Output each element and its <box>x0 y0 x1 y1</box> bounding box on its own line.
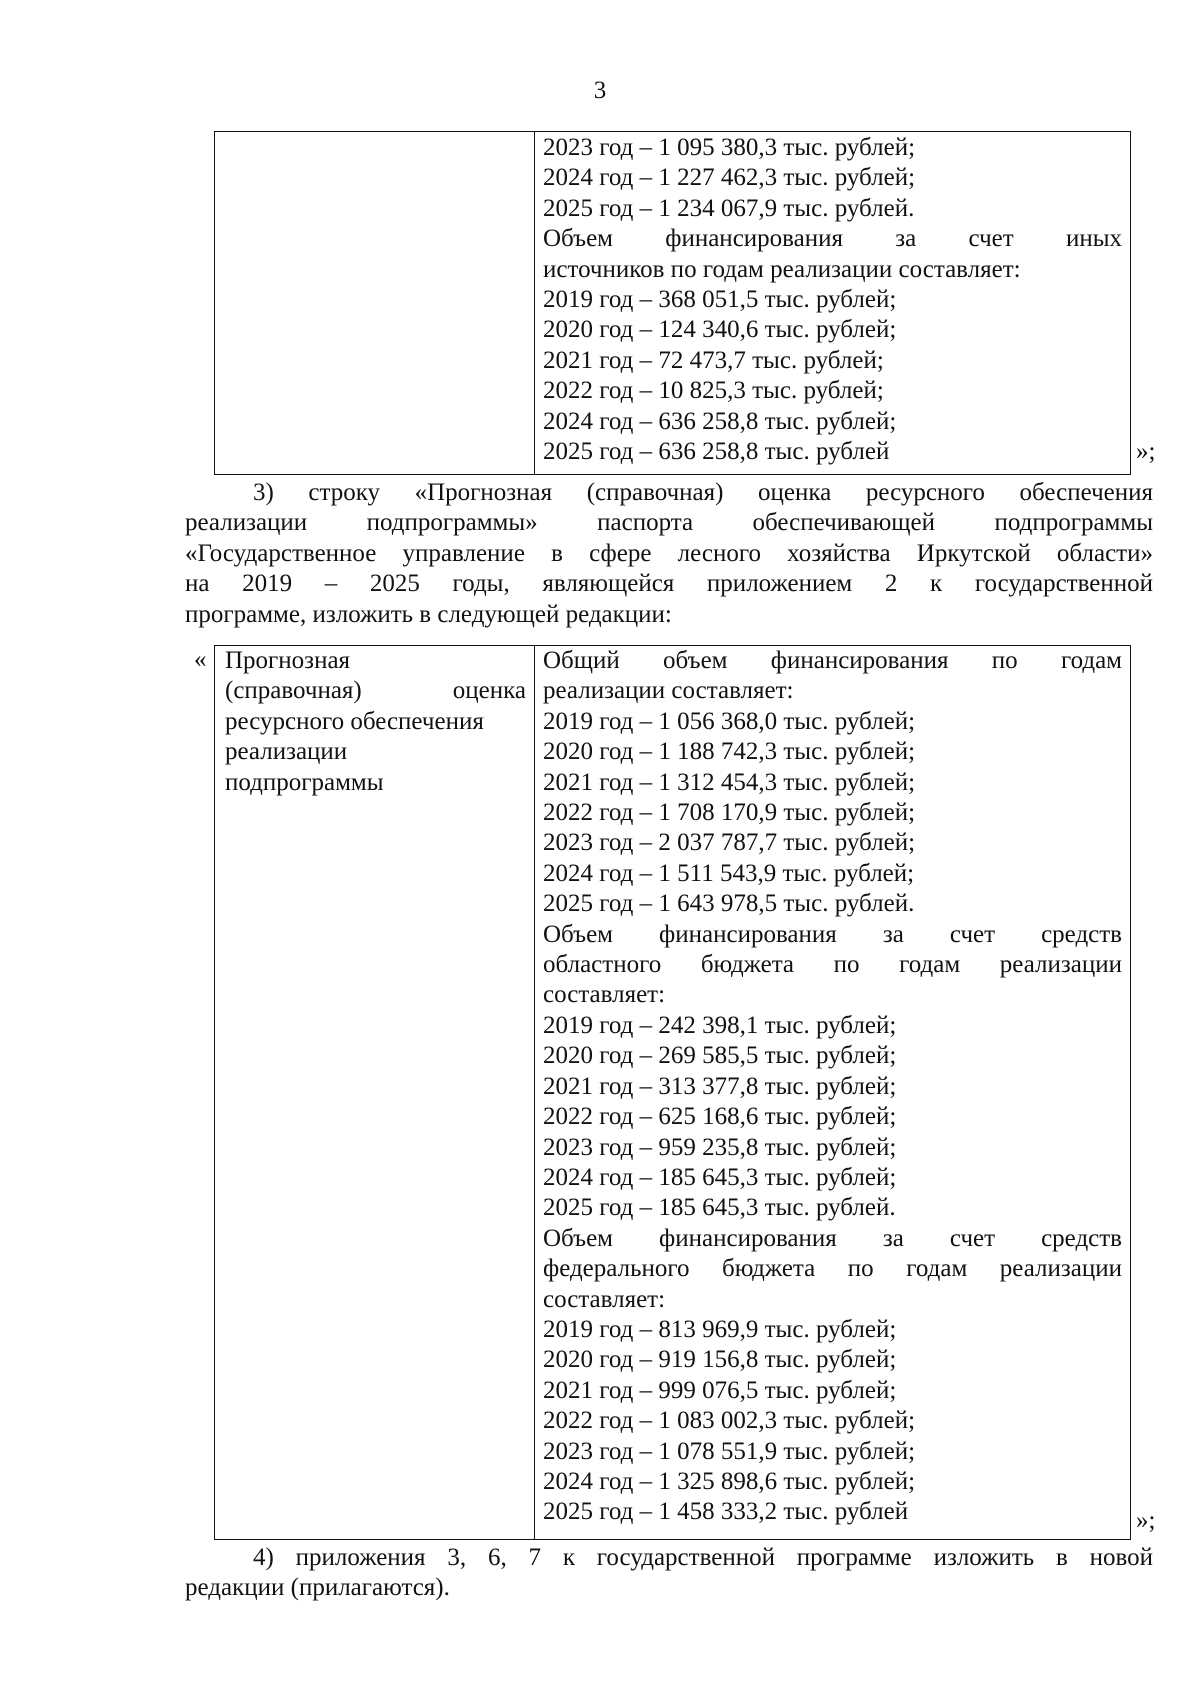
table2-line: 2025 год – 1 643 978,5 тыс. рублей. <box>543 890 915 918</box>
table2-line: 2024 год – 1 325 898,6 тыс. рублей; <box>543 1467 916 1495</box>
table2-line: 2025 год – 1 458 333,2 тыс. рублей <box>543 1498 909 1526</box>
table1-left-cell <box>215 132 535 474</box>
table1-line: 2020 год – 124 340,6 тыс. рублей; <box>543 316 897 344</box>
table2-left-line: (справочная) оценка <box>225 677 526 705</box>
table2-right-cell <box>533 646 1130 1539</box>
table2-line: 2022 год – 1 708 170,9 тыс. рублей; <box>543 799 916 827</box>
table2-line: федерального бюджета по годам реализации <box>543 1255 1122 1283</box>
table1-right-cell <box>533 132 1130 474</box>
table2-line: 2023 год – 1 078 551,9 тыс. рублей; <box>543 1437 916 1465</box>
table1-line: источников по годам реализации составляет: <box>543 255 1021 283</box>
paragraph-3-line: «Государственное управление в сфере лесного хозяйства Иркутской области» <box>185 539 1153 567</box>
table2-line: 2019 год – 813 969,9 тыс. рублей; <box>543 1315 897 1343</box>
table1-line: 2025 год – 636 258,8 тыс. рублей <box>543 438 890 466</box>
table1-line: Объем финансирования за счет иных <box>543 225 1122 253</box>
table1-line: 2023 год – 1 095 380,3 тыс. рублей; <box>543 134 916 161</box>
table2-line: 2021 год – 1 312 454,3 тыс. рублей; <box>543 768 916 796</box>
paragraph-3-line: программе, изложить в следующей редакции: <box>185 600 672 628</box>
table1-line: 2024 год – 636 258,8 тыс. рублей; <box>543 407 897 435</box>
paragraph-3-line: 3) строку «Прогнозная (справочная) оценка ресурсного обеспечения <box>253 479 1153 506</box>
table2-line: Объем финансирования за счет средств <box>543 1224 1122 1252</box>
table2-line: 2024 год – 1 511 543,9 тыс. рублей; <box>543 859 915 887</box>
table2-line: 2022 год – 1 083 002,3 тыс. рублей; <box>543 1407 916 1435</box>
table2-left-line: подпрограммы <box>225 768 384 796</box>
table1-line: 2025 год – 1 234 067,9 тыс. рублей. <box>543 194 915 222</box>
paragraph-4-line: редакции (прилагаются). <box>185 1574 450 1602</box>
table2-closing-quote: »; <box>1136 1507 1156 1534</box>
table2-line: 2020 год – 919 156,8 тыс. рублей; <box>543 1346 897 1374</box>
table2-line: 2020 год – 1 188 742,3 тыс. рублей; <box>543 738 916 766</box>
table2-line: 2021 год – 999 076,5 тыс. рублей; <box>543 1376 897 1404</box>
paragraph-4 <box>185 1543 1153 1604</box>
table2-left-line: ресурсного обеспечения <box>225 707 484 735</box>
table2-line: областного бюджета по годам реализации <box>543 951 1122 979</box>
table2-line: 2022 год – 625 168,6 тыс. рублей; <box>543 1103 897 1131</box>
paragraph-3 <box>185 478 1153 630</box>
resource-provision-table <box>214 645 1131 1540</box>
paragraph-3-line: на 2019 – 2025 годы, являющейся приложением 2 к государственной <box>185 570 1153 598</box>
table2-line: реализации составляет: <box>543 677 794 705</box>
table2-left-cell <box>215 646 535 1539</box>
table2-line: 2019 год – 242 398,1 тыс. рублей; <box>543 1011 897 1039</box>
table2-line: 2023 год – 2 037 787,7 тыс. рублей; <box>543 829 916 857</box>
table1-closing-quote: »; <box>1136 438 1156 465</box>
table2-line: Объем финансирования за счет средств <box>543 920 1122 948</box>
table2-left-line: Прогнозная <box>225 647 351 674</box>
table2-line: 2019 год – 1 056 368,0 тыс. рублей; <box>543 707 916 735</box>
table2-line: Общий объем финансирования по годам <box>543 647 1122 674</box>
table2-line: 2025 год – 185 645,3 тыс. рублей. <box>543 1194 896 1222</box>
table2-line: составляет: <box>543 981 666 1009</box>
page-number: 3 <box>593 77 607 104</box>
table2-line: 2020 год – 269 585,5 тыс. рублей; <box>543 1042 897 1070</box>
table1-line: 2019 год – 368 051,5 тыс. рублей; <box>543 286 897 314</box>
paragraph-4-line: 4) приложения 3, 6, 7 к государственной программе изложить в новой <box>253 1544 1153 1571</box>
table1-line: 2024 год – 1 227 462,3 тыс. рублей; <box>543 164 916 192</box>
table2-left-line: реализации <box>225 738 348 766</box>
table2-line: 2024 год – 185 645,3 тыс. рублей; <box>543 1163 897 1191</box>
table1-line: 2022 год – 10 825,3 тыс. рублей; <box>543 377 884 405</box>
table1-line: 2021 год – 72 473,7 тыс. рублей; <box>543 346 884 374</box>
table2-line: 2021 год – 313 377,8 тыс. рублей; <box>543 1072 897 1100</box>
financing-table-continued <box>214 131 1131 475</box>
paragraph-3-line: реализации подпрограммы» паспорта обеспечивающей подпрограммы <box>185 509 1153 537</box>
table2-opening-quote: « <box>194 646 207 673</box>
table2-line: составляет: <box>543 1285 666 1313</box>
table2-line: 2023 год – 959 235,8 тыс. рублей; <box>543 1133 897 1161</box>
